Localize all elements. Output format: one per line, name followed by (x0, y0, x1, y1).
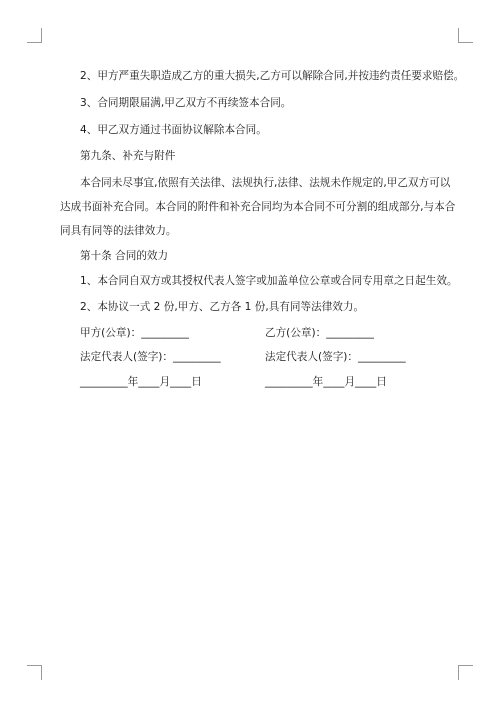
crop-mark-bottom-right (458, 665, 473, 680)
article-10-item-2: 2、本协议一式 2 份,甲方、乙方各 1 份,具有同等法律效力。 (80, 301, 365, 313)
clause-2: 2、甲方严重失职造成乙方的重大损失,乙方可以解除合同,并按违约责任要求赔偿。 (80, 70, 465, 82)
article-9-paragraph-line-3: 同具有同等的法律效力。 (60, 225, 177, 237)
party-b-date-line: _________年____月____日 (265, 376, 387, 388)
article-9-paragraph-line-1: 本合同未尽事宜,依照有关法律、法规执行,法律、法规未作规定的,甲乙双方可以 (80, 177, 451, 189)
article-10-item-1: 1、本合同自双方或其授权代表人签字或加盖单位公章或合同专用章之日起生效。 (80, 275, 458, 287)
party-a-seal-line: 甲方(公章)：_________ (80, 327, 189, 339)
crop-mark-top-right (458, 28, 473, 43)
article-10-title: 第十条 合同的效力 (80, 250, 169, 262)
party-b-representative-line: 法定代表人(签字)：_________ (265, 351, 406, 363)
article-9-paragraph-line-2: 达成书面补充合同。本合同的附件和补充合同均为本合同不可分割的组成部分,与本合 (60, 201, 456, 213)
crop-mark-bottom-left (27, 665, 42, 680)
article-9-title: 第九条、补充与附件 (80, 150, 176, 162)
clause-3: 3、合同期限届满,甲乙双方不再续签本合同。 (80, 97, 292, 109)
clause-4: 4、甲乙双方通过书面协议解除本合同。 (80, 124, 267, 136)
party-b-seal-line: 乙方(公章)：_________ (265, 327, 374, 339)
crop-mark-top-left (27, 28, 42, 43)
party-a-date-line: _________年____月____日 (80, 376, 202, 388)
party-a-representative-line: 法定代表人(签字)：_________ (80, 351, 221, 363)
